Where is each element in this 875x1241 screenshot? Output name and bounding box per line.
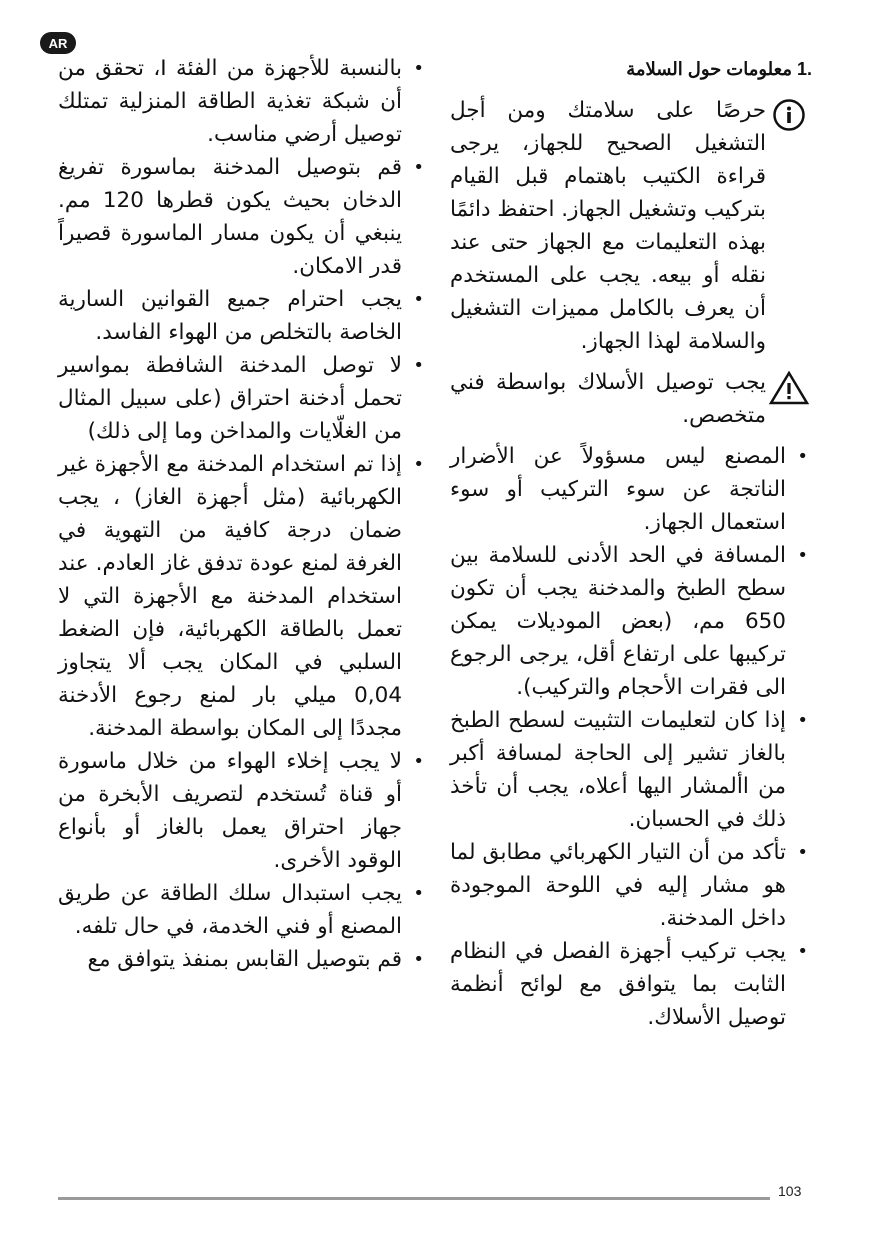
language-badge: AR [40,32,76,54]
list-item: • يجب احترام جميع القوانين السارية الخاصة بالتخلص من الهواء الفاسد. [58,283,428,349]
list-item: • يجب تركيب أجهزة الفصل في النظام الثابت بما يتوافق مع لوائح أنظمة توصيل الأسلاك. [450,935,812,1034]
left-bullet-list [58,52,428,976]
list-item: • يجب استبدال سلك الطاقة عن طريق المصنع أو فني الخدمة، في حال تلفه. [58,877,428,943]
list-item: • قم بتوصيل المدخنة بماسورة تفريغ الدخان بحيث يكون قطرها 120 مم. ينبغي أن يكون مسار الماسورة قصيراً قدر الامكان. [58,151,428,283]
info-notice-text: حرصًا على سلامتك ومن أجل التشغيل الصحيح للجهاز، يرجى قراءة الكتيب باهتمام قبل القيام بتركيب وتشغيل الجهاز. احتفظ دائمًا بهذه التعليمات مع الجهاز حتى عند نقله أو بيعه. يجب على المستخدم أن يعرف بالكامل مميزات التشغيل والسلامة لهذا الجهاز. [450,98,766,354]
warning-icon [766,366,812,406]
warning-notice [450,366,812,432]
page-number: 103 [778,1183,802,1199]
info-icon [766,94,812,132]
footer-divider [58,1197,770,1200]
list-item: • إذا تم استخدام المدخنة مع الأجهزة غير الكهربائية (مثل أجهزة الغاز) ، يجب ضمان درجة كافية من التهوية في الغرفة لمنع عودة تدفق غاز العادم. عند استخدام المدخنة مع الأجهزة التي لا تعمل بالطاقة الكهربائية، فإن الضغط السلبي في المكان يجب ألا يتجاوز 0,04 ميلي بار لمنع رجوع الأدخنة مجددًا إلى المكان بواسطة المدخنة. [58,448,428,745]
list-item: • قم بتوصيل القابس بمنفذ يتوافق مع [58,943,428,976]
list-item: • لا يجب إخلاء الهواء من خلال ماسورة أو قناة تُستخدم لتصريف الأبخرة من جهاز احتراق يعمل بالغاز أو بأنواع الوقود الأخرى. [58,745,428,877]
list-item: • المصنع ليس مسؤولاً عن الأضرار الناتجة عن سوء التركيب أو سوء استعمال الجهاز. [450,440,812,539]
list-item: • تأكد من أن التيار الكهربائي مطابق لما هو مشار إليه في اللوحة الموجودة داخل المدخنة. [450,836,812,935]
right-column [450,52,812,1034]
info-notice [450,94,812,358]
list-item: • إذا كان لتعليمات التثبيت لسطح الطبخ بالغاز تشير إلى الحاجة لمسافة أكبر من األمشار اليها أعلاه، يجب أن تأخذ ذلك في الحسبان. [450,704,812,836]
warning-notice-text: يجب توصيل الأسلاك بواسطة فني متخصص. [450,370,766,428]
list-item: • بالنسبة للأجهزة من الفئة I، تحقق من أن شبكة تغذية الطاقة المنزلية تمتلك توصيل أرضي مناسب. [58,52,428,151]
list-item: • المسافة في الحد الأدنى للسلامة بين سطح الطبخ والمدخنة يجب أن تكون 650 مم، (بعض الموديلات يمكن تركيبها على ارتفاع أقل، يرجى الرجوع الى فقرات الأحجام والتركيب). [450,539,812,704]
section-title: .1 معلومات حول السلامة [626,59,812,79]
right-bullet-list [450,440,812,1034]
list-item: • لا توصل المدخنة الشافطة بمواسير تحمل أدخنة احتراق (على سبيل المثال من الغلّايات والمداخن وما إلى ذلك) [58,349,428,448]
left-column [58,52,428,976]
